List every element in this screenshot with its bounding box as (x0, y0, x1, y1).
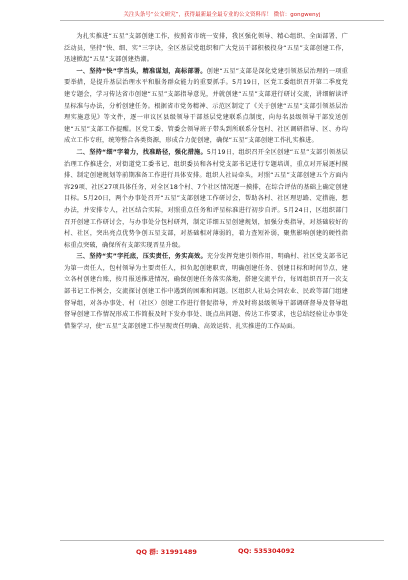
footer-qq-group: QQ 群: 31991489 (136, 548, 197, 556)
section-1-paragraph (64, 66, 348, 147)
header-divider (60, 20, 384, 21)
header-banner: 关注头条号“公文研究”，获得最新最全最专业的公文资料库！ 微信：gongwenyj (123, 12, 321, 18)
intro-paragraph (64, 31, 348, 66)
section-2-paragraph (64, 147, 348, 251)
section-3-paragraph (64, 251, 348, 332)
page-footer (60, 540, 380, 562)
section-3-heading: 三、坚持“实”字托底，压实责任，务实高效。 (76, 253, 207, 261)
section-1-heading: 一、坚持“快”字当头，精准谋划，高标部署。 (76, 67, 207, 75)
section-2-text: 5月19日，组织召开全区创建“五星”支部引领基层治理工作推进会，对街道党工委书记、组织委员和各村党支部书记进行专题培训，重点对开展逐村摸排、制定创建规划等前期准备工作进行具体安排。组织人社局牵头，对照“五星”支部创建五个方面内容29项、社区27项具体任务，对全区18个村、7个社区情况逐一摸排，在综合评估的基础上确定创建目标。5月20日，两个办事处召开“五星”支部创建工作研讨会，帮助各村、社区理思路、定措施，想办法，并安排专人，社区结合实际，对照重点任务和评星标准进行初步自评。5月24日，区组织部门召开创建工作研讨会，与办事处分包村研判，制定详细五星创建规划，加强分类指导，对基础较好的村、社区，突出亮点优势争创五星支部，对基础相对薄弱的，着力查短补弱，聚焦影响创建的硬性指标重点突破，确保所有支部实现晋星升级。 (64, 148, 348, 249)
footer-qq-number: QQ: 535304092 (238, 547, 295, 555)
section-2-heading: 二、坚持“细”字着力，找准路径，强化措施。 (76, 148, 207, 156)
intro-paragraph-text: 为扎实推进“五星”支部创建工作，按照省市统一安排，我区强化领导、精心组织、全面部署、广泛动员，坚持“快、细、实”三字诀，全区基层党组织和广大党员干部积极投身“五星”支部创建工作，迅速掀起“五星”支部创建热潮。 (64, 33, 348, 64)
document-body (64, 31, 348, 332)
section-1-text: 创建“五星”支部是深化党建引领基层治理的一项重要举措，是提升基层治理水平和服务群众能力的重要抓手。5月19日，区党工委组织召开第二季度党建专题会，学习传达省市创建“五星”支部指导意见，并就创建“五星”支部进行研讨交流，讲细解读评星标准与办法，分析创建任务。根据省市党务精神、示范区制定了《关于创建“五星”支部引领基层治理实施意见》等文件，逐一审议区县级领导干部基层党建联系点制度，向每名县级领导干部发送创建“五星”支部工作提醒。区党工委、管委会领导班子带头到所联系分包村、社区调研指导、区、办均成立工作专班，统筹整合各类资源，形成合力促创建，确保“五星”支部创建工作扎实推进。 (64, 67, 348, 145)
footer-divider (60, 540, 384, 541)
section-3-text: 充分发挥党建引领作用，明确村、社区党支部书记为第一责任人，包村领导为主要责任人，担负起创建职责，明确创建任务、创建目标和时间节点，建立各村创建台账，按月报送推进情况，确保创建任务落实落地，搭建交流平台，每周组织召开一次支部书记工作例会，交流探讨创建工作中遇到的困难和问题。区组织人社局会同农业、民政等部门组建督导组，对各办事处、村（社区）创建工作进行督促指导，并及时将县级领导干部调研督导及督导组督导创建工作情况形成工作简报及时下发办事处、既点出问题、传达工作要求，也总结经验让办事处借鉴学习，使“五星”支部创建工作呈现责任明确、高效运转、扎实推进的工作局面。 (64, 253, 348, 330)
